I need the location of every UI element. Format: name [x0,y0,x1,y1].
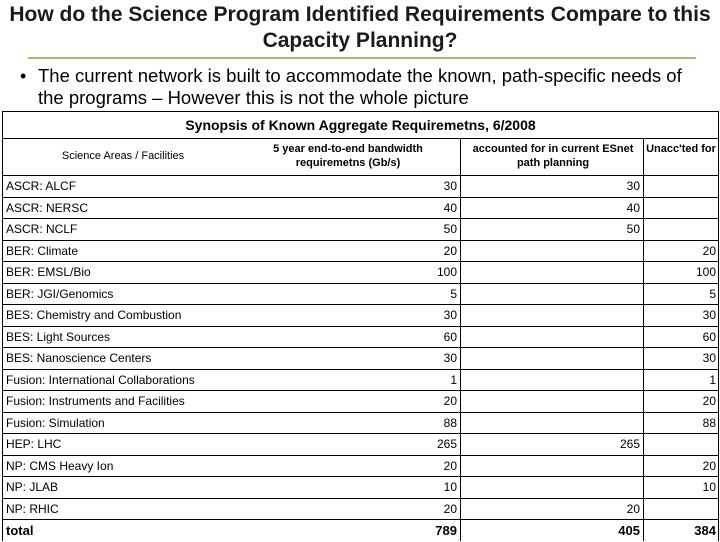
unaccounted-bandwidth: 5 [709,286,716,301]
header-science-areas: Science Areas / Facilities [61,150,185,162]
row-divider [3,261,718,262]
table-row [3,176,718,198]
required-bandwidth: 20 [443,501,457,516]
table-row [3,327,718,349]
facility-name: ASCR: NCLF [6,222,78,236]
table-row [3,391,718,413]
row-divider [3,283,718,284]
table-row [3,370,718,392]
facility-name: NP: JLAB [6,480,59,494]
header-bandwidth-requirements: 5 year end-to-end bandwidth requiremetns (Gb/s) [273,143,423,169]
required-bandwidth: 20 [443,458,457,473]
table-row [3,241,718,263]
unaccounted-bandwidth: 10 [702,480,716,494]
accounted-bandwidth: 20 [626,501,640,516]
facility-name: BES: Light Sources [6,329,111,344]
table-row [3,456,718,478]
required-bandwidth: 30 [443,179,457,193]
table-row [3,305,718,327]
row-divider [3,455,718,456]
facility-name: Fusion: International Collaborations [6,372,195,387]
unaccounted-bandwidth: 60 [702,329,716,344]
row-divider [3,304,718,305]
facility-name: BES: Chemistry and Combustion [6,308,182,322]
required-bandwidth: 5 [450,286,457,301]
required-bandwidth: 20 [443,394,457,408]
accounted-bandwidth: 50 [626,222,640,236]
table-title: Synopsis of Known Aggregate Requiremetns, 6/2008 [185,117,536,133]
facility-name: NP: CMS Heavy Ion [6,458,114,473]
facility-name: BER: Climate [6,243,79,258]
row-divider [3,433,718,434]
accounted-bandwidth: 405 [618,523,640,538]
unaccounted-bandwidth: 20 [702,243,716,258]
row-divider [3,390,718,391]
table-row [3,499,718,521]
table-row [3,477,718,499]
facility-name: BER: EMSL/Bio [6,265,91,279]
required-bandwidth: 265 [436,437,457,451]
row-divider [3,218,718,219]
row-divider [3,326,718,327]
required-bandwidth: 30 [443,351,457,365]
header-accounted-for: accounted for in current ESnet path planning [472,143,634,169]
accounted-bandwidth: 40 [626,200,640,215]
required-bandwidth: 1 [450,372,457,387]
table-title-divider [3,138,718,139]
row-divider [3,175,718,176]
row-divider [3,412,718,413]
table-row [3,262,718,284]
slide-title: How do the Science Program Identified Requirements Compare to this Capacity Planning? [9,3,711,52]
unaccounted-bandwidth: 1 [709,372,716,387]
row-divider [3,369,718,370]
bullet-text: The current network is built to accommodate the known, path-specific needs of the programs – However this is not the whole picture [38,65,682,108]
required-bandwidth: 60 [443,329,457,344]
bullet-icon: • [20,66,27,86]
facility-name: NP: RHIC [6,501,59,516]
requirements-table [2,111,719,541]
table-row [3,348,718,370]
table-row [3,198,718,220]
unaccounted-bandwidth: 88 [702,415,716,430]
title-divider [28,57,696,59]
facility-name: BER: JGI/Genomics [6,286,114,301]
facility-name: total [6,523,34,538]
required-bandwidth: 40 [443,200,457,215]
facility-name: HEP: LHC [6,437,62,451]
facility-name: ASCR: ALCF [6,179,77,193]
facility-name: BES: Nanoscience Centers [6,351,152,365]
row-divider [3,498,718,499]
facility-name: Fusion: Instruments and Facilities [6,394,185,408]
accounted-bandwidth: 30 [626,179,640,193]
required-bandwidth: 789 [435,523,457,538]
row-divider [3,476,718,477]
unaccounted-bandwidth: 30 [702,308,716,322]
required-bandwidth: 20 [443,243,457,258]
table-row [3,284,718,306]
required-bandwidth: 100 [436,265,457,279]
row-divider [3,197,718,198]
unaccounted-bandwidth: 384 [694,523,716,538]
row-divider [3,519,718,520]
table-total-row [3,520,718,542]
facility-name: Fusion: Simulation [6,415,105,430]
unaccounted-bandwidth: 30 [702,351,716,365]
facility-name: ASCR: NERSC [6,200,89,215]
table-row [3,219,718,241]
row-divider [3,347,718,348]
unaccounted-bandwidth: 20 [702,394,716,408]
header-unaccounted: Unacc'ted for [646,143,716,155]
row-divider [3,240,718,241]
table-row [3,413,718,435]
accounted-bandwidth: 265 [619,437,640,451]
table-row [3,434,718,456]
required-bandwidth: 88 [443,415,457,430]
required-bandwidth: 50 [443,222,457,236]
required-bandwidth: 10 [443,480,457,494]
required-bandwidth: 30 [443,308,457,322]
unaccounted-bandwidth: 100 [695,265,716,279]
unaccounted-bandwidth: 20 [702,458,716,473]
